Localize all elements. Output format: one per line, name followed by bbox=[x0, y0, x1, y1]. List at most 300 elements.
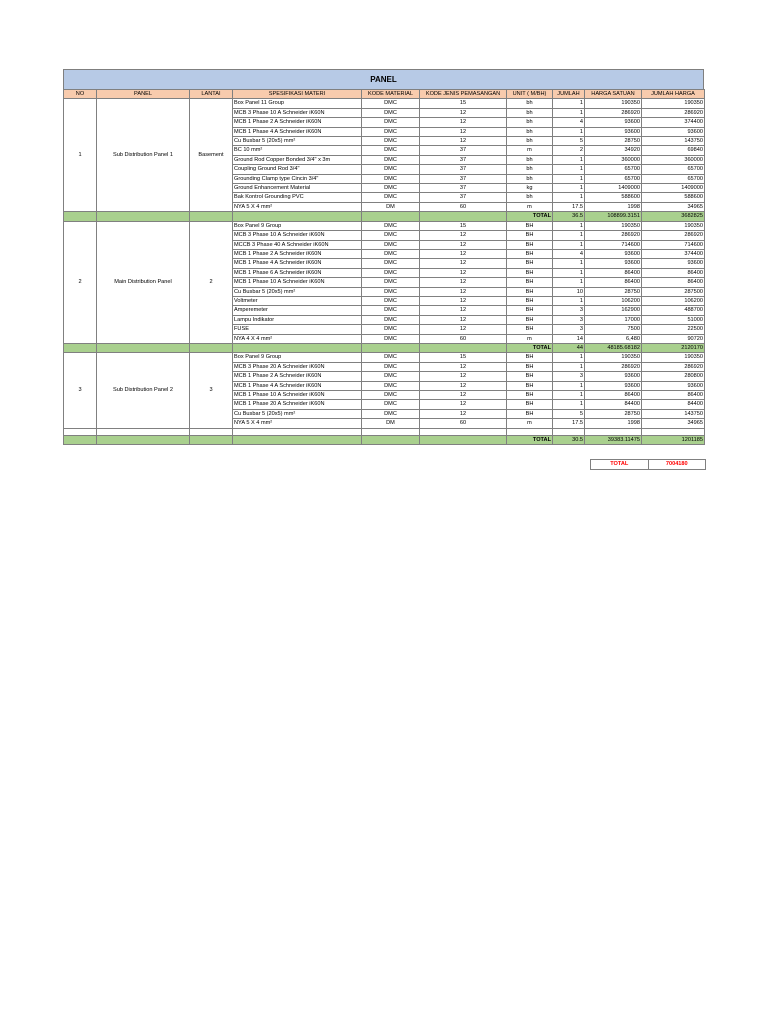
empty-cell bbox=[190, 343, 233, 352]
data-cell: 84400 bbox=[642, 400, 705, 409]
data-cell: 1 bbox=[553, 391, 585, 400]
data-cell: 287500 bbox=[642, 287, 705, 296]
data-cell: DMC bbox=[362, 259, 420, 268]
grand-total bbox=[590, 459, 706, 470]
data-cell: 280800 bbox=[642, 372, 705, 381]
data-cell: 12 bbox=[420, 391, 507, 400]
panel-name-cell: Sub Distribution Panel 2 bbox=[97, 353, 190, 428]
total-label: TOTAL bbox=[507, 435, 553, 444]
empty-cell bbox=[420, 428, 507, 435]
empty-cell bbox=[190, 428, 233, 435]
column-header: PANEL bbox=[97, 90, 190, 99]
empty-cell bbox=[420, 343, 507, 352]
data-cell: 60 bbox=[420, 334, 507, 343]
data-cell: BH bbox=[507, 296, 553, 305]
data-cell: 93600 bbox=[642, 259, 705, 268]
data-cell: DMC bbox=[362, 221, 420, 230]
empty-cell bbox=[420, 212, 507, 221]
data-cell: bh bbox=[507, 118, 553, 127]
data-cell: 190350 bbox=[585, 99, 642, 108]
empty-cell bbox=[585, 428, 642, 435]
data-cell: NYA 4 X 4 mm² bbox=[233, 334, 362, 343]
data-cell: 1 bbox=[553, 240, 585, 249]
data-cell: DMC bbox=[362, 99, 420, 108]
empty-cell bbox=[362, 428, 420, 435]
data-cell: 12 bbox=[420, 400, 507, 409]
data-cell: 60 bbox=[420, 419, 507, 428]
data-cell: BH bbox=[507, 400, 553, 409]
data-cell: DM bbox=[362, 419, 420, 428]
data-cell: 12 bbox=[420, 287, 507, 296]
data-cell: BH bbox=[507, 372, 553, 381]
data-cell: MCCB 3 Phase 40 A Schneider iK60N bbox=[233, 240, 362, 249]
data-cell: BH bbox=[507, 391, 553, 400]
data-cell: 90720 bbox=[642, 334, 705, 343]
column-header: HARGA SATUAN bbox=[585, 90, 642, 99]
data-cell: DMC bbox=[362, 108, 420, 117]
data-cell: 12 bbox=[420, 315, 507, 324]
data-cell: 65700 bbox=[642, 174, 705, 183]
table-row bbox=[64, 221, 705, 230]
column-header: NO bbox=[64, 90, 97, 99]
data-cell: 1 bbox=[553, 268, 585, 277]
data-cell: DMC bbox=[362, 118, 420, 127]
total-jumlah: 36.5 bbox=[553, 212, 585, 221]
data-cell: 714600 bbox=[585, 240, 642, 249]
total-label: TOTAL bbox=[507, 212, 553, 221]
empty-cell bbox=[233, 343, 362, 352]
data-cell: 37 bbox=[420, 193, 507, 202]
data-cell: 37 bbox=[420, 184, 507, 193]
data-cell: 1 bbox=[553, 174, 585, 183]
data-cell: DMC bbox=[362, 193, 420, 202]
data-cell: Box Panel 11 Group bbox=[233, 99, 362, 108]
data-cell: DMC bbox=[362, 334, 420, 343]
data-cell: 93600 bbox=[585, 259, 642, 268]
column-header: LANTAI bbox=[190, 90, 233, 99]
empty-cell bbox=[64, 428, 97, 435]
data-cell: BH bbox=[507, 353, 553, 362]
data-cell: 12 bbox=[420, 306, 507, 315]
data-cell: Cu Busbar 5 (20x5) mm² bbox=[233, 137, 362, 146]
data-cell: DMC bbox=[362, 155, 420, 164]
data-cell: 1 bbox=[553, 400, 585, 409]
data-cell: MCB 3 Phase 10 A Schneider iK60N bbox=[233, 231, 362, 240]
data-cell: Coupling Ground Rod 3/4" bbox=[233, 165, 362, 174]
data-cell: 5 bbox=[553, 409, 585, 418]
no-cell: 1 bbox=[64, 99, 97, 212]
data-cell: DM bbox=[362, 202, 420, 211]
data-cell: BH bbox=[507, 315, 553, 324]
data-cell: MCB 1 Phase 2 A Schneider iK60N bbox=[233, 118, 362, 127]
data-cell: MCB 1 Phase 2 A Schneider iK60N bbox=[233, 372, 362, 381]
data-cell: 1 bbox=[553, 165, 585, 174]
data-cell: 1 bbox=[553, 362, 585, 371]
data-cell: BH bbox=[507, 240, 553, 249]
data-cell: 286920 bbox=[642, 362, 705, 371]
data-cell: 28750 bbox=[585, 287, 642, 296]
data-cell: 1 bbox=[553, 296, 585, 305]
data-cell: 1 bbox=[553, 221, 585, 230]
data-cell: DMC bbox=[362, 278, 420, 287]
data-cell: DMC bbox=[362, 315, 420, 324]
data-cell: 588600 bbox=[585, 193, 642, 202]
data-cell: 3 bbox=[553, 372, 585, 381]
data-cell: 1998 bbox=[585, 419, 642, 428]
data-cell: DMC bbox=[362, 146, 420, 155]
empty-cell bbox=[97, 212, 190, 221]
panel-name-cell: Main Distribution Panel bbox=[97, 221, 190, 343]
data-cell: 1 bbox=[553, 99, 585, 108]
data-cell: 7500 bbox=[585, 325, 642, 334]
data-cell: 15 bbox=[420, 353, 507, 362]
data-cell: DMC bbox=[362, 381, 420, 390]
data-cell: MCB 1 Phase 10 A Schneider iK60N bbox=[233, 278, 362, 287]
data-cell: Ground Enhancement Material bbox=[233, 184, 362, 193]
data-cell: 12 bbox=[420, 249, 507, 258]
data-cell: 286920 bbox=[585, 231, 642, 240]
data-cell: 10 bbox=[553, 287, 585, 296]
data-cell: 86400 bbox=[642, 268, 705, 277]
data-cell: 714600 bbox=[642, 240, 705, 249]
data-cell: DMC bbox=[362, 409, 420, 418]
empty-cell bbox=[553, 428, 585, 435]
data-cell: 12 bbox=[420, 296, 507, 305]
data-cell: DMC bbox=[362, 353, 420, 362]
data-cell: 360000 bbox=[585, 155, 642, 164]
data-cell: DMC bbox=[362, 231, 420, 240]
data-cell: Amperemeter bbox=[233, 306, 362, 315]
data-cell: 1 bbox=[553, 193, 585, 202]
data-cell: bh bbox=[507, 155, 553, 164]
empty-cell bbox=[642, 428, 705, 435]
data-cell: 93600 bbox=[585, 372, 642, 381]
data-cell: MCB 1 Phase 20 A Schneider iK60N bbox=[233, 400, 362, 409]
data-cell: 37 bbox=[420, 165, 507, 174]
total-jumlah: 44 bbox=[553, 343, 585, 352]
data-cell: DMC bbox=[362, 184, 420, 193]
data-cell: 4 bbox=[553, 249, 585, 258]
data-cell: 84400 bbox=[585, 400, 642, 409]
no-cell: 2 bbox=[64, 221, 97, 343]
empty-cell bbox=[97, 343, 190, 352]
data-cell: 286920 bbox=[585, 362, 642, 371]
total-harga-satuan: 48185.68182 bbox=[585, 343, 642, 352]
data-cell: 28750 bbox=[585, 137, 642, 146]
data-cell: FUSE bbox=[233, 325, 362, 334]
empty-cell bbox=[64, 435, 97, 444]
data-cell: 162900 bbox=[585, 306, 642, 315]
section-total-row bbox=[64, 212, 705, 221]
panel-table bbox=[63, 89, 705, 445]
data-cell: 1 bbox=[553, 278, 585, 287]
table-row bbox=[64, 353, 705, 362]
data-cell: BH bbox=[507, 409, 553, 418]
no-cell: 3 bbox=[64, 353, 97, 428]
data-cell: 14 bbox=[553, 334, 585, 343]
data-cell: 12 bbox=[420, 409, 507, 418]
data-cell: 190350 bbox=[642, 99, 705, 108]
data-cell: MCB 3 Phase 10 A Schneider iK60N bbox=[233, 108, 362, 117]
empty-cell bbox=[190, 212, 233, 221]
data-cell: 28750 bbox=[585, 409, 642, 418]
data-cell: bh bbox=[507, 108, 553, 117]
data-cell: 12 bbox=[420, 108, 507, 117]
data-cell: 3 bbox=[553, 315, 585, 324]
data-cell: 190350 bbox=[642, 221, 705, 230]
data-cell: MCB 1 Phase 10 A Schneider iK60N bbox=[233, 391, 362, 400]
data-cell: 69840 bbox=[642, 146, 705, 155]
data-cell: bh bbox=[507, 193, 553, 202]
data-cell: DMC bbox=[362, 165, 420, 174]
data-cell: 86400 bbox=[585, 268, 642, 277]
table-title: PANEL bbox=[63, 69, 704, 89]
data-cell: 17.5 bbox=[553, 202, 585, 211]
data-cell: BH bbox=[507, 381, 553, 390]
data-cell: Cu Busbar 5 (20x5) mm² bbox=[233, 409, 362, 418]
data-cell: 12 bbox=[420, 137, 507, 146]
data-cell: 12 bbox=[420, 118, 507, 127]
column-header: JUMLAH HARGA bbox=[642, 90, 705, 99]
table-row bbox=[64, 99, 705, 108]
total-label: TOTAL bbox=[507, 343, 553, 352]
data-cell: 86400 bbox=[642, 391, 705, 400]
data-cell: 1409000 bbox=[642, 184, 705, 193]
data-cell: DMC bbox=[362, 391, 420, 400]
data-cell: 1409000 bbox=[585, 184, 642, 193]
data-cell: 190350 bbox=[642, 353, 705, 362]
data-cell: 12 bbox=[420, 268, 507, 277]
data-cell: 1 bbox=[553, 108, 585, 117]
data-cell: 65700 bbox=[642, 165, 705, 174]
header-row bbox=[64, 90, 705, 99]
data-cell: BH bbox=[507, 249, 553, 258]
data-cell: 1 bbox=[553, 353, 585, 362]
data-cell: 12 bbox=[420, 372, 507, 381]
data-cell: 12 bbox=[420, 259, 507, 268]
data-cell: 12 bbox=[420, 240, 507, 249]
empty-cell bbox=[64, 343, 97, 352]
column-header: SPESIFIKASI MATERI bbox=[233, 90, 362, 99]
blank-row bbox=[64, 428, 705, 435]
data-cell: DMC bbox=[362, 362, 420, 371]
data-cell: DMC bbox=[362, 137, 420, 146]
data-cell: Voltmeter bbox=[233, 296, 362, 305]
data-cell: DMC bbox=[362, 325, 420, 334]
data-cell: 374400 bbox=[642, 118, 705, 127]
data-cell: BH bbox=[507, 306, 553, 315]
data-cell: BH bbox=[507, 231, 553, 240]
data-cell: 3 bbox=[553, 306, 585, 315]
data-cell: 374400 bbox=[642, 249, 705, 258]
lantai-cell: 3 bbox=[190, 353, 233, 428]
data-cell: BH bbox=[507, 259, 553, 268]
total-harga-satuan: 108899.3151 bbox=[585, 212, 642, 221]
column-header: KODE JENIS PEMASANGAN bbox=[420, 90, 507, 99]
total-jumlah-harga: 1201185 bbox=[642, 435, 705, 444]
data-cell: Bak Kontrol Grounding PVC bbox=[233, 193, 362, 202]
data-cell: 1 bbox=[553, 184, 585, 193]
data-cell: 65700 bbox=[585, 174, 642, 183]
data-cell: Ground Rod Copper Bonded 3/4" x 3m bbox=[233, 155, 362, 164]
data-cell: kg bbox=[507, 184, 553, 193]
data-cell: BH bbox=[507, 325, 553, 334]
data-cell: 17000 bbox=[585, 315, 642, 324]
data-cell: 1998 bbox=[585, 202, 642, 211]
data-cell: DMC bbox=[362, 372, 420, 381]
empty-cell bbox=[362, 212, 420, 221]
data-cell: 1 bbox=[553, 259, 585, 268]
data-cell: 12 bbox=[420, 231, 507, 240]
data-cell: 286920 bbox=[642, 231, 705, 240]
data-cell: bh bbox=[507, 174, 553, 183]
data-cell: 2 bbox=[553, 146, 585, 155]
data-cell: 93600 bbox=[585, 381, 642, 390]
data-cell: BH bbox=[507, 268, 553, 277]
data-cell: 93600 bbox=[642, 381, 705, 390]
data-cell: 6,480 bbox=[585, 334, 642, 343]
empty-cell bbox=[190, 435, 233, 444]
data-cell: Lampu Indikator bbox=[233, 315, 362, 324]
data-cell: DMC bbox=[362, 400, 420, 409]
total-jumlah: 30.5 bbox=[553, 435, 585, 444]
data-cell: DMC bbox=[362, 268, 420, 277]
data-cell: DMC bbox=[362, 249, 420, 258]
data-cell: 15 bbox=[420, 99, 507, 108]
data-cell: DMC bbox=[362, 127, 420, 136]
data-cell: DMC bbox=[362, 287, 420, 296]
data-cell: 34965 bbox=[642, 202, 705, 211]
data-cell: 22500 bbox=[642, 325, 705, 334]
data-cell: DMC bbox=[362, 240, 420, 249]
data-cell: 65700 bbox=[585, 165, 642, 174]
data-cell: m bbox=[507, 146, 553, 155]
empty-cell bbox=[233, 428, 362, 435]
data-cell: bh bbox=[507, 165, 553, 174]
spreadsheet bbox=[63, 69, 704, 445]
data-cell: 1 bbox=[553, 127, 585, 136]
data-cell: 1 bbox=[553, 231, 585, 240]
section-total-row bbox=[64, 435, 705, 444]
data-cell: BH bbox=[507, 221, 553, 230]
data-cell: MCB 1 Phase 4 A Schneider iK60N bbox=[233, 381, 362, 390]
data-cell: 143750 bbox=[642, 409, 705, 418]
data-cell: 1 bbox=[553, 381, 585, 390]
data-cell: 360000 bbox=[642, 155, 705, 164]
data-cell: DMC bbox=[362, 174, 420, 183]
data-cell: 93600 bbox=[642, 127, 705, 136]
data-cell: 4 bbox=[553, 118, 585, 127]
total-jumlah-harga: 2120170 bbox=[642, 343, 705, 352]
data-cell: bh bbox=[507, 127, 553, 136]
data-cell: MCB 1 Phase 6 A Schneider iK60N bbox=[233, 268, 362, 277]
data-cell: 93600 bbox=[585, 118, 642, 127]
empty-cell bbox=[97, 428, 190, 435]
data-cell: NYA 5 X 4 mm² bbox=[233, 419, 362, 428]
data-cell: 106200 bbox=[585, 296, 642, 305]
data-cell: 190350 bbox=[585, 353, 642, 362]
empty-cell bbox=[507, 428, 553, 435]
data-cell: 488700 bbox=[642, 306, 705, 315]
data-cell: 60 bbox=[420, 202, 507, 211]
data-cell: DMC bbox=[362, 296, 420, 305]
data-cell: 86400 bbox=[642, 278, 705, 287]
empty-cell bbox=[64, 212, 97, 221]
data-cell: Box Panel 9 Group bbox=[233, 221, 362, 230]
data-cell: 37 bbox=[420, 174, 507, 183]
data-cell: 286920 bbox=[642, 108, 705, 117]
data-cell: 12 bbox=[420, 381, 507, 390]
data-cell: 588600 bbox=[642, 193, 705, 202]
data-cell: 143750 bbox=[642, 137, 705, 146]
data-cell: 34965 bbox=[642, 419, 705, 428]
data-cell: bh bbox=[507, 99, 553, 108]
data-cell: m bbox=[507, 419, 553, 428]
panel-name-cell: Sub Distribution Panel 1 bbox=[97, 99, 190, 212]
data-cell: MCB 1 Phase 2 A Schneider iK60N bbox=[233, 249, 362, 258]
total-jumlah-harga: 3682825 bbox=[642, 212, 705, 221]
data-cell: 190350 bbox=[585, 221, 642, 230]
data-cell: 51000 bbox=[642, 315, 705, 324]
data-cell: 15 bbox=[420, 221, 507, 230]
empty-cell bbox=[233, 435, 362, 444]
data-cell: Box Panel 9 Group bbox=[233, 353, 362, 362]
data-cell: BH bbox=[507, 362, 553, 371]
data-cell: BH bbox=[507, 278, 553, 287]
data-cell: 93600 bbox=[585, 127, 642, 136]
data-cell: Grounding Clamp type Cincin 3/4" bbox=[233, 174, 362, 183]
empty-cell bbox=[420, 435, 507, 444]
data-cell: 37 bbox=[420, 146, 507, 155]
empty-cell bbox=[362, 343, 420, 352]
data-cell: m bbox=[507, 202, 553, 211]
empty-cell bbox=[362, 435, 420, 444]
grand-total-value: 7004180 bbox=[648, 460, 706, 469]
data-cell: 12 bbox=[420, 127, 507, 136]
section-total-row bbox=[64, 343, 705, 352]
lantai-cell: Basement bbox=[190, 99, 233, 212]
data-cell: Cu Busbar 5 (20x5) mm² bbox=[233, 287, 362, 296]
data-cell: MCB 1 Phase 4 A Schneider iK60N bbox=[233, 259, 362, 268]
data-cell: m bbox=[507, 334, 553, 343]
data-cell: 86400 bbox=[585, 278, 642, 287]
column-header: KODE MATERIAL bbox=[362, 90, 420, 99]
data-cell: 34920 bbox=[585, 146, 642, 155]
empty-cell bbox=[97, 435, 190, 444]
data-cell: 106200 bbox=[642, 296, 705, 305]
data-cell: BH bbox=[507, 287, 553, 296]
column-header: UNIT ( M/BH) bbox=[507, 90, 553, 99]
column-header: JUMLAH bbox=[553, 90, 585, 99]
total-harga-satuan: 39383.11475 bbox=[585, 435, 642, 444]
grand-total-label: TOTAL bbox=[610, 461, 629, 467]
data-cell: 12 bbox=[420, 325, 507, 334]
empty-cell bbox=[233, 212, 362, 221]
data-cell: 5 bbox=[553, 137, 585, 146]
data-cell: 93600 bbox=[585, 249, 642, 258]
data-cell: 17.5 bbox=[553, 419, 585, 428]
data-cell: 1 bbox=[553, 155, 585, 164]
data-cell: bh bbox=[507, 137, 553, 146]
data-cell: 37 bbox=[420, 155, 507, 164]
data-cell: 3 bbox=[553, 325, 585, 334]
data-cell: 86400 bbox=[585, 391, 642, 400]
data-cell: MCB 1 Phase 4 A Schneider iK60N bbox=[233, 127, 362, 136]
data-cell: NYA 5 X 4 mm² bbox=[233, 202, 362, 211]
data-cell: BC 10 mm² bbox=[233, 146, 362, 155]
data-cell: 12 bbox=[420, 278, 507, 287]
data-cell: MCB 3 Phase 20 A Schneider iK60N bbox=[233, 362, 362, 371]
